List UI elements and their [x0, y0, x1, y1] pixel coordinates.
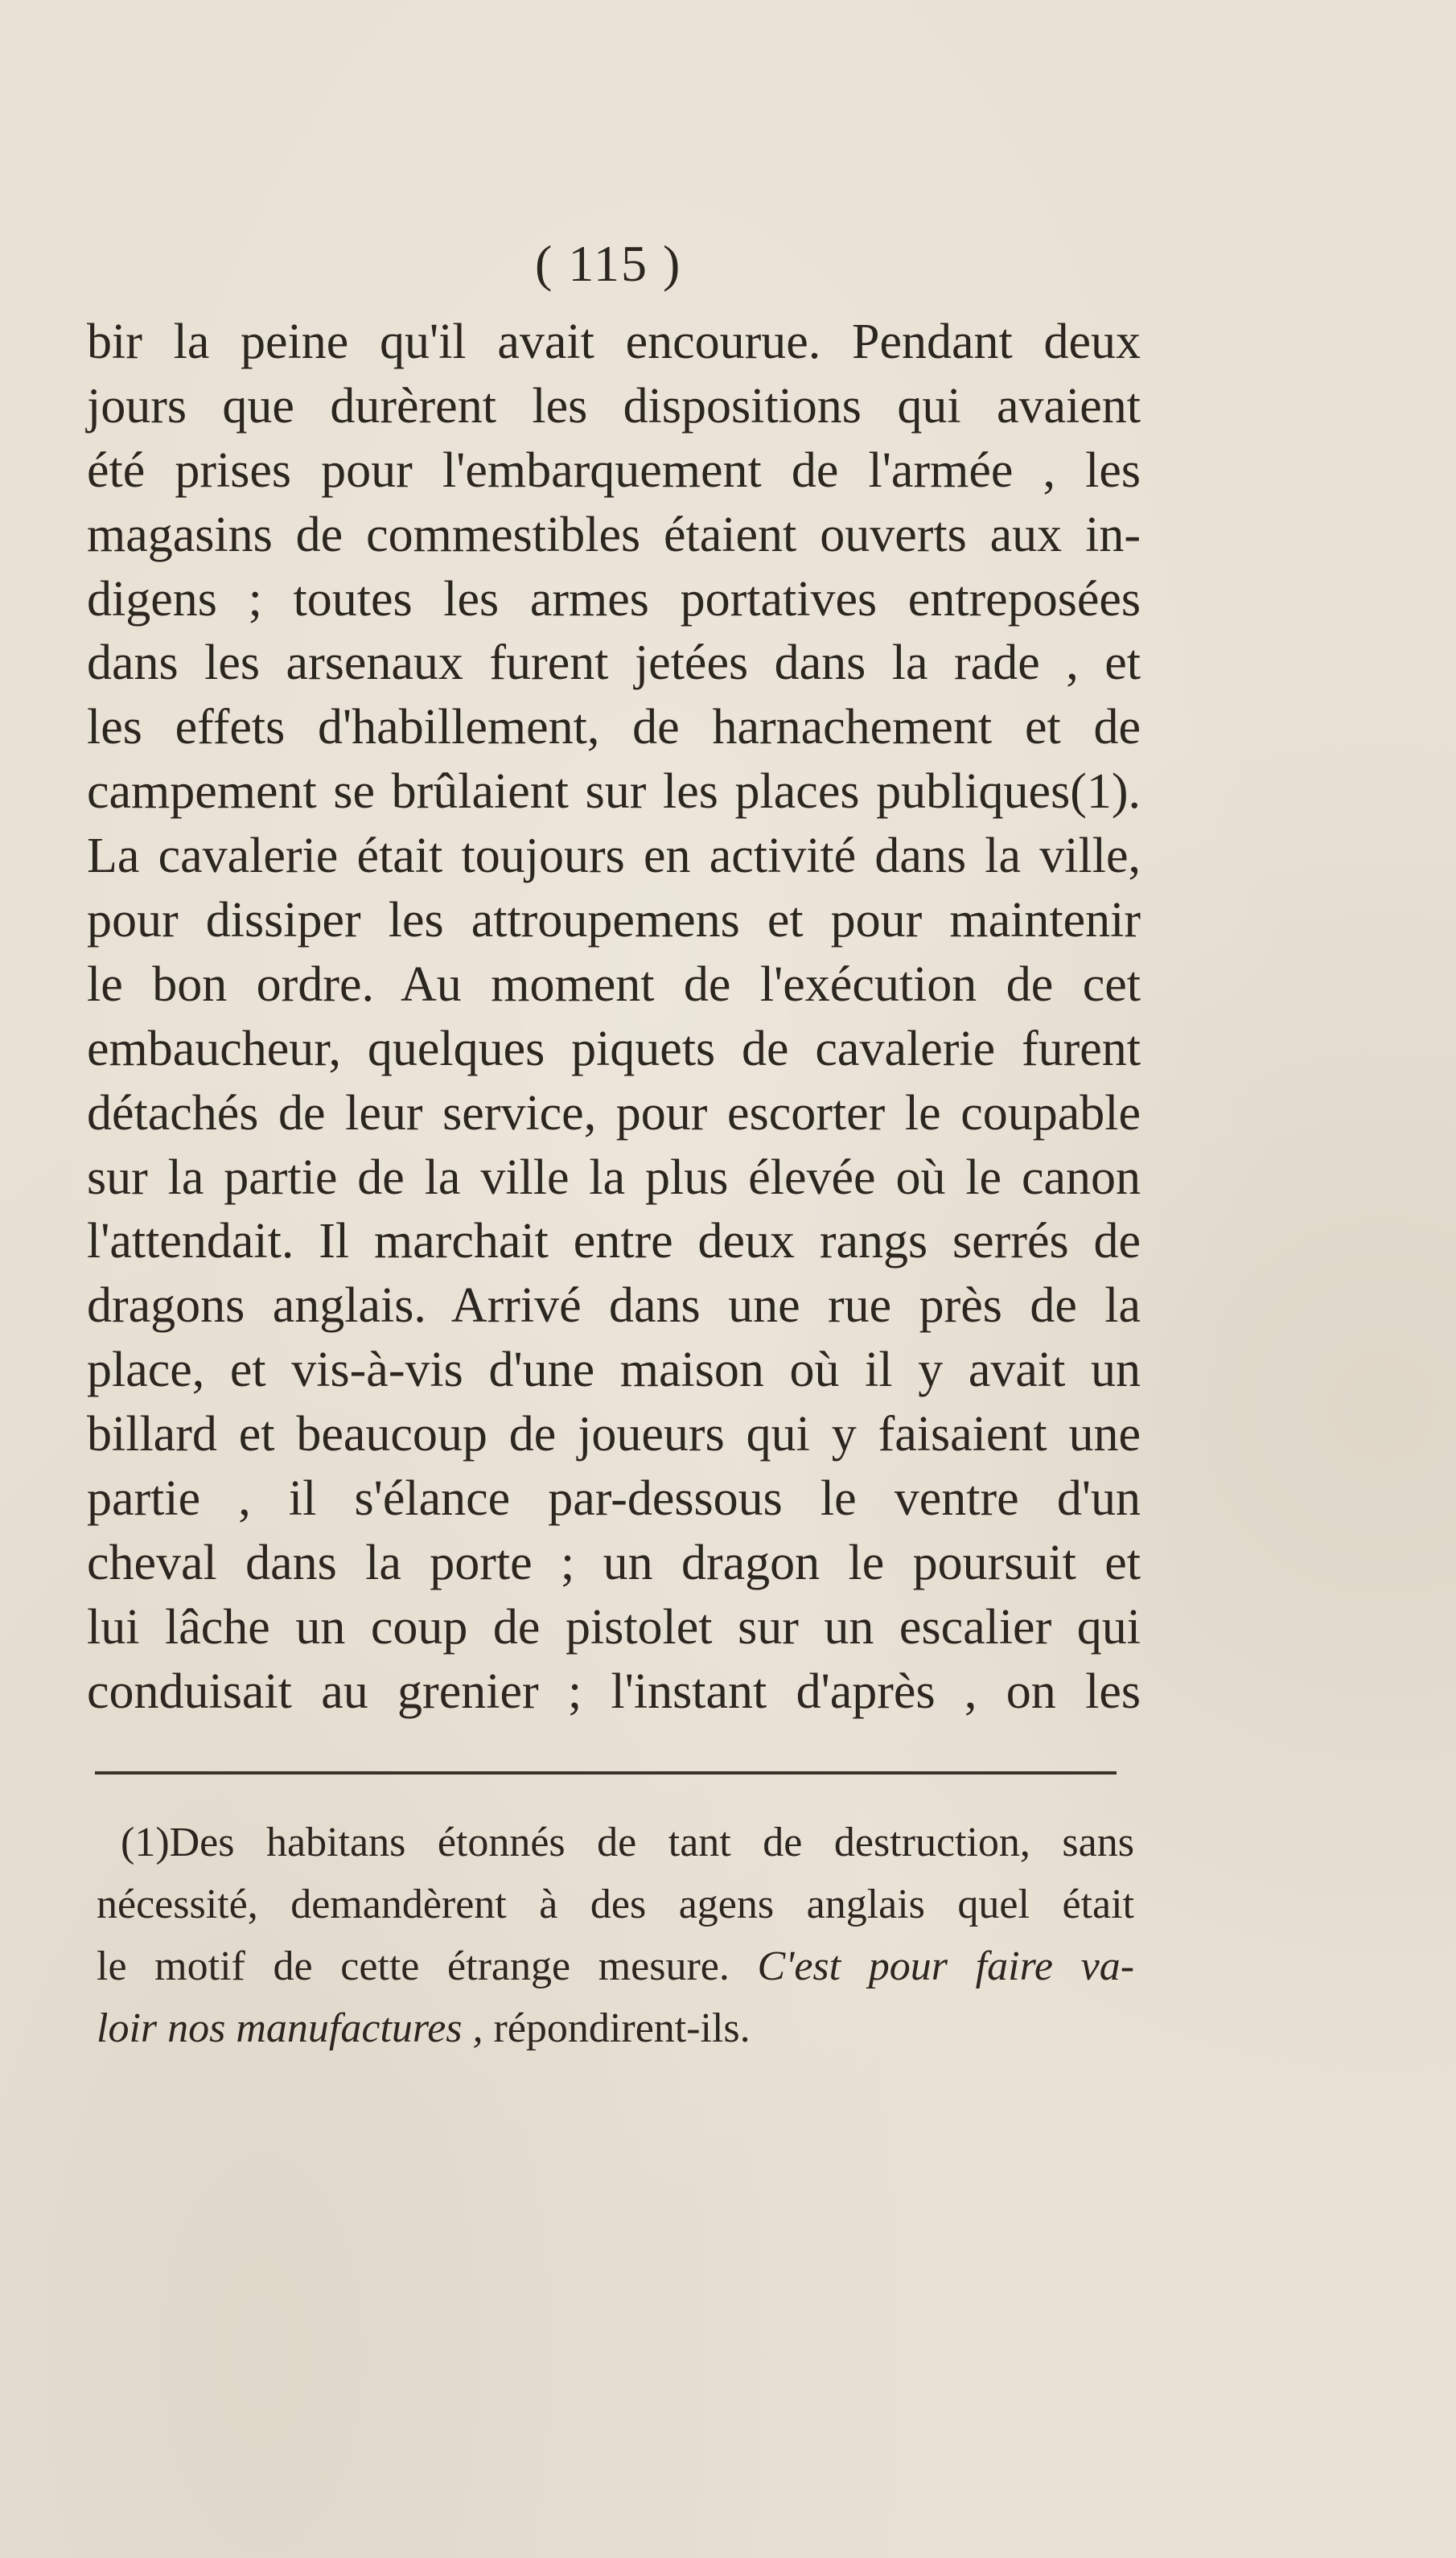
footnote-line	[97, 1997, 1134, 2059]
text-line: sur la partie de la ville la plus élevée où le canon	[87, 1149, 1141, 1205]
text-line: jours que durèrent les dispositions qui avaient	[87, 378, 1141, 434]
text-line: magasins de commestibles étaient ouverts aux in-	[87, 507, 1141, 562]
text-line: dragons anglais. Arrivé dans une rue près de la	[87, 1278, 1141, 1334]
text-line: détachés de leur service, pour escorter le coupable	[87, 1085, 1141, 1141]
text-line: le bon ordre. Au moment de l'exécution de cet	[87, 956, 1141, 1012]
footnote-rule	[95, 1771, 1117, 1775]
text-line: place, et vis-à-vis d'une maison où il y avait un	[87, 1343, 1141, 1398]
text-line: cheval dans la porte ; un dragon le poursuit et	[87, 1535, 1141, 1590]
text-line: pour dissiper les attroupemens et pour maintenir	[87, 893, 1141, 948]
text-line: lui lâche un coup de pistolet sur un escalier qui	[87, 1599, 1141, 1655]
text-line: bir la peine qu'il avait encourue. Pendant deux	[87, 315, 1141, 369]
footnote-text: le motif de cette étrange mesure.	[97, 1943, 730, 1989]
footnote-line	[97, 1935, 1134, 1997]
footnote-line: (1)Des habitans étonnés de tant de destruction, sans	[121, 1820, 1134, 1865]
text-line: l'attendait. Il marchait entre deux rangs serrés de	[87, 1214, 1141, 1269]
text-line: été prises pour l'embarquement de l'armée , les	[87, 442, 1141, 498]
footnote-italic-text: C'est pour faire va-	[757, 1943, 1135, 1989]
footnote-text: répondirent-ils.	[493, 2005, 751, 2051]
text-line: La cavalerie était toujours en activité dans la ville,	[87, 829, 1141, 884]
footnote	[97, 1812, 1134, 2059]
text-line: embaucheur, quelques piquets de cavalerie furent	[87, 1021, 1141, 1076]
page-number: ( 115 )	[535, 235, 682, 292]
text-line: billard et beaucoup de joueurs qui y faisaient une	[87, 1407, 1141, 1462]
text-line: partie , il s'élance par-dessous le ventre d'un	[87, 1471, 1141, 1527]
footnote-italic-text: loir nos manufactures ,	[97, 2005, 483, 2051]
body-text	[87, 310, 1141, 1725]
text-line: dans les arsenaux furent jetées dans la rade , et	[87, 635, 1141, 691]
text-line: digens ; toutes les armes portatives entreposées	[87, 571, 1141, 627]
footnote-line: nécessité, demandèrent à des agens anglais quel était	[97, 1881, 1134, 1927]
text-line: campement se brûlaient sur les places publiques(1).	[87, 764, 1141, 820]
text-line: conduisait au grenier ; l'instant d'après , on les	[87, 1664, 1141, 1719]
text-line: les effets d'habillement, de harnachement et de	[87, 700, 1141, 755]
